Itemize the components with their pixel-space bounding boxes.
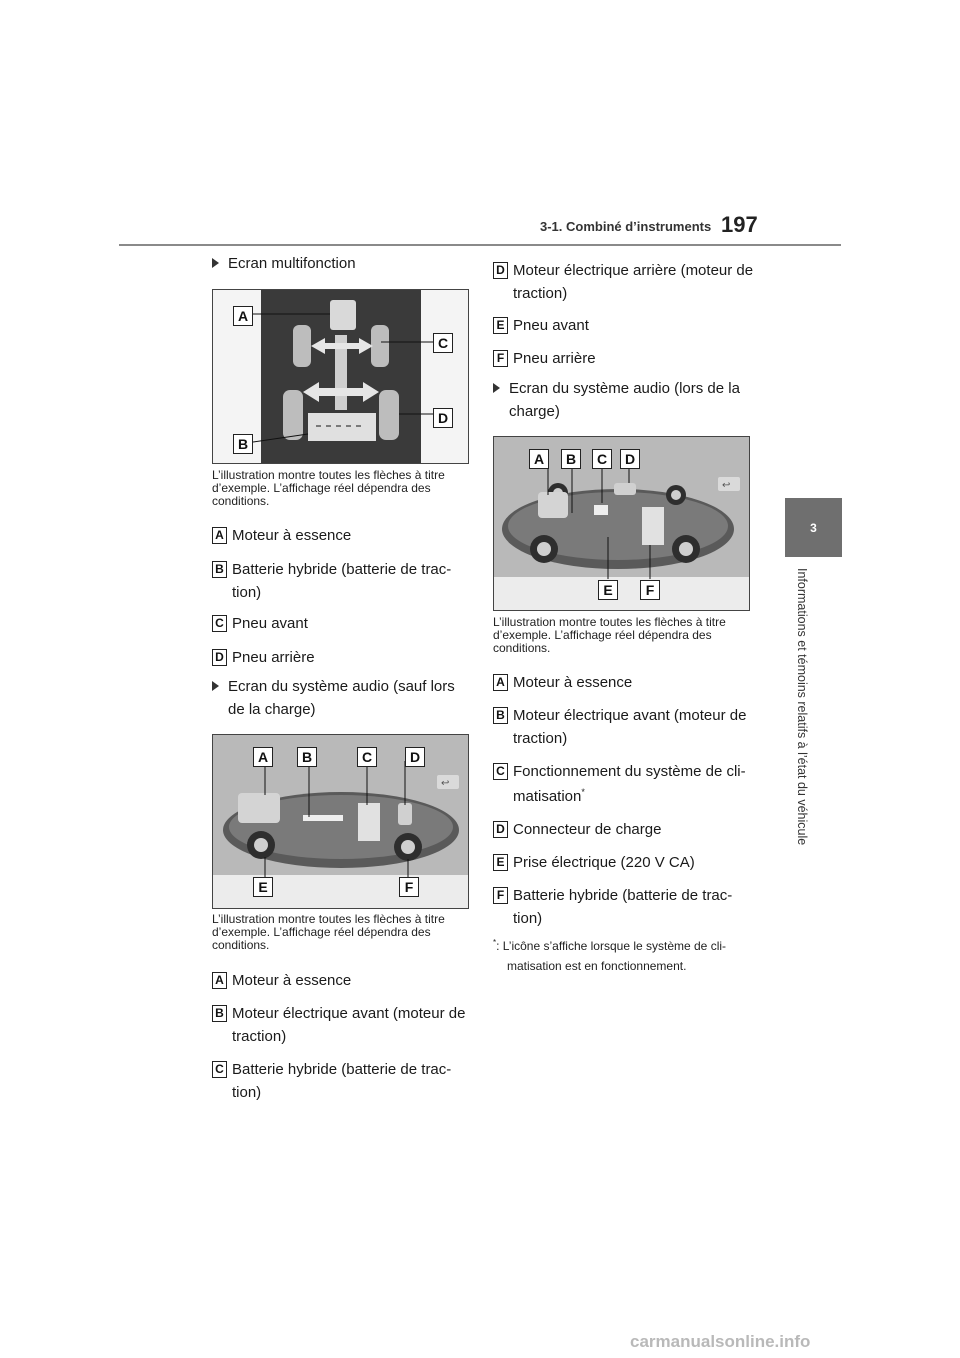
item-badge: D [493,821,508,838]
svg-text:↩: ↩ [441,778,450,789]
figure-caption: L’illustration montre toutes les flèches à titre d’exemple. L’affichage réel dépendra des conditions. [493,615,726,655]
callout-a: A [529,449,549,469]
bullet-triangle-icon [493,383,500,393]
page-number: 197 [721,212,758,237]
section-heading-audio-not-charging: Ecran du système audio (sauf lors de la charge) [212,675,472,721]
footnote: *: L’icône s’affiche lorsque le système de cli- matisation est en fonctionnement. [493,938,727,973]
callout-b: B [233,434,253,454]
list-item: C Fonctionnement du système de cli- matisation* [493,760,763,808]
figure-multifunction-display [212,289,469,464]
watermark-text: carmanualsonline.info [630,1332,811,1351]
callout-c: C [592,449,612,469]
callout-a: A [253,747,273,767]
callout-c: C [433,333,453,353]
header-rule [119,244,841,246]
list-item: E Pneu avant [493,314,763,337]
list-item: D Moteur électrique arrière (moteur de traction) [493,259,763,305]
figure-caption: L’illustration montre toutes les flèches à titre d’exemple. L’affichage réel dépendra des conditions. [212,468,445,508]
bullet-triangle-icon [212,681,219,691]
list-item: C Batterie hybride (batterie de trac- tion) [212,1058,472,1104]
list-item: D Connecteur de charge [493,818,763,841]
item-badge: C [493,763,508,780]
figure-audio-display-not-charging [212,734,469,909]
item-badge: B [493,707,508,724]
figure-audio-display-charging [493,436,750,611]
list-item: A Moteur à essence [212,524,472,547]
item-badge: A [212,972,227,989]
item-badge: F [493,887,508,904]
callout-d: D [620,449,640,469]
svg-text:↩: ↩ [722,480,731,491]
callout-b: B [297,747,317,767]
item-badge: C [212,615,227,632]
footnote-marker: * [581,787,585,797]
list-item: A Moteur à essence [493,671,763,694]
figure-caption: L’illustration montre toutes les flèches à titre d’exemple. L’affichage réel dépendra des conditions. [212,912,445,952]
list-item: D Pneu arrière [212,646,472,669]
list-item: B Moteur électrique avant (moteur de traction) [493,704,763,750]
chapter-title-vertical [795,568,809,868]
callout-f: F [640,580,660,600]
callout-d: D [405,747,425,767]
item-badge: E [493,317,508,334]
item-badge: A [212,527,227,544]
chapter-tab: 3 [785,498,842,557]
callout-e: E [598,580,618,600]
vehicle-powertrain-diagram [213,735,468,908]
bullet-triangle-icon [212,258,219,268]
list-item: F Pneu arrière [493,347,763,370]
list-item: B Batterie hybride (batterie de trac- tion) [212,558,472,604]
item-badge: E [493,854,508,871]
item-badge: F [493,350,508,367]
callout-b: B [561,449,581,469]
item-badge: D [493,262,508,279]
section-heading-audio-charging: Ecran du système audio (lors de la charge) [493,377,763,423]
callout-e: E [253,877,273,897]
callout-f: F [399,877,419,897]
section-heading-multifunction: Ecran multifonction [212,252,472,275]
list-item: E Prise électrique (220 V CA) [493,851,763,874]
item-badge: B [212,561,227,578]
item-badge: B [212,1005,227,1022]
item-badge: C [212,1061,227,1078]
list-item: B Moteur électrique avant (moteur de traction) [212,1002,472,1048]
item-badge: D [212,649,227,666]
list-item: C Pneu avant [212,612,472,635]
list-item: A Moteur à essence [212,969,472,992]
item-badge: A [493,674,508,691]
section-title: 3-1. Combiné d’instruments [540,219,712,234]
callout-d: D [433,408,453,428]
callout-a: A [233,306,253,326]
callout-c: C [357,747,377,767]
list-item: F Batterie hybride (batterie de trac- tion) [493,884,763,930]
chapter-title: Informations et témoins relatifs à l’état du véhicule [795,568,809,846]
